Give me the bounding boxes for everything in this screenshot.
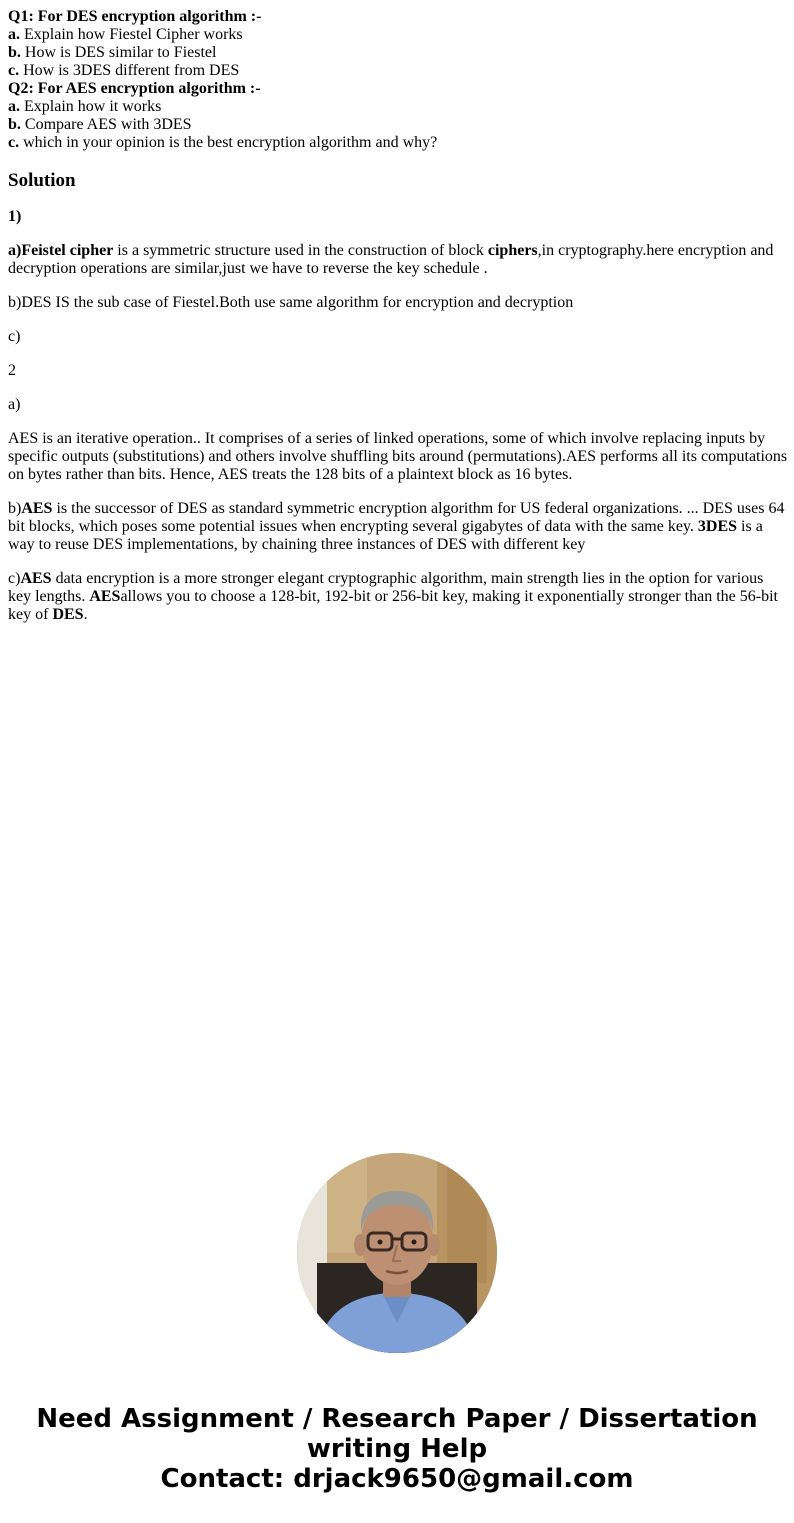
part1-label: 1) bbox=[8, 208, 22, 225]
answer-1b: b)DES IS the sub case of Fiestel.Both use same algorithm for encryption and decryption bbox=[8, 294, 574, 311]
footer-line-1: Need Assignment / Research Paper / Dissertation bbox=[36, 1404, 758, 1434]
answer-1a: a)Feistel cipher is a symmetric structure used in the construction of block ciphers,in cryptography.here encryption and decryption operations are similar,just we have to reverse the key schedule . bbox=[8, 242, 774, 277]
avatar bbox=[297, 1153, 497, 1353]
q1-title: Q1: For DES encryption algorithm :- bbox=[8, 8, 262, 25]
q2-title: Q2: For AES encryption algorithm :- bbox=[8, 80, 261, 97]
answer-2b: b)AES is the successor of DES as standard symmetric encryption algorithm for US federal organizations. ... DES uses 64 bit blocks, which poses some potential issues when encrypting several gigabytes of data with the same key. 3DES is a way to reuse DES implementations, by chaining three instances of DES with different key bbox=[8, 500, 785, 553]
part2-label: 2 bbox=[8, 362, 16, 379]
questions-block bbox=[8, 8, 788, 152]
q1-item-c: c. How is 3DES different from DES bbox=[8, 62, 240, 79]
document-body bbox=[8, 8, 788, 624]
answer-1c: c) bbox=[8, 328, 21, 345]
q1-item-b: b. How is DES similar to Fiestel bbox=[8, 44, 217, 61]
solution-heading: Solution bbox=[8, 170, 76, 191]
answer-2c: c)AES data encryption is a more stronger elegant cryptographic algorithm, main strength lies in the option for various key lengths. AESallows you to choose a 128-bit, 192-bit or 256-bit key, making it exponentially stronger than the 56-bit key of DES. bbox=[8, 570, 778, 623]
q1-item-a: a. Explain how Fiestel Cipher works bbox=[8, 26, 243, 43]
q2-item-a: a. Explain how it works bbox=[8, 98, 162, 115]
person-portrait-icon bbox=[297, 1153, 497, 1353]
footer-line-3: Contact: drjack9650@gmail.com bbox=[160, 1464, 634, 1494]
q2-item-c: c. which in your opinion is the best encryption algorithm and why? bbox=[8, 134, 438, 151]
footer-line-2: writing Help bbox=[306, 1434, 488, 1464]
answer-2a: AES is an iterative operation.. It comprises of a series of linked operations, some of which involve replacing inputs by specific outputs (substitutions) and others involve shuffling bits around (permutations).AES performs all its computations on bytes rather than bits. Hence, AES treats the 128 bits of a plaintext block as 16 bytes. bbox=[8, 430, 788, 483]
q2-item-b: b. Compare AES with 3DES bbox=[8, 116, 192, 133]
footer-contact bbox=[0, 1404, 794, 1494]
answer-2a-label: a) bbox=[8, 396, 21, 413]
